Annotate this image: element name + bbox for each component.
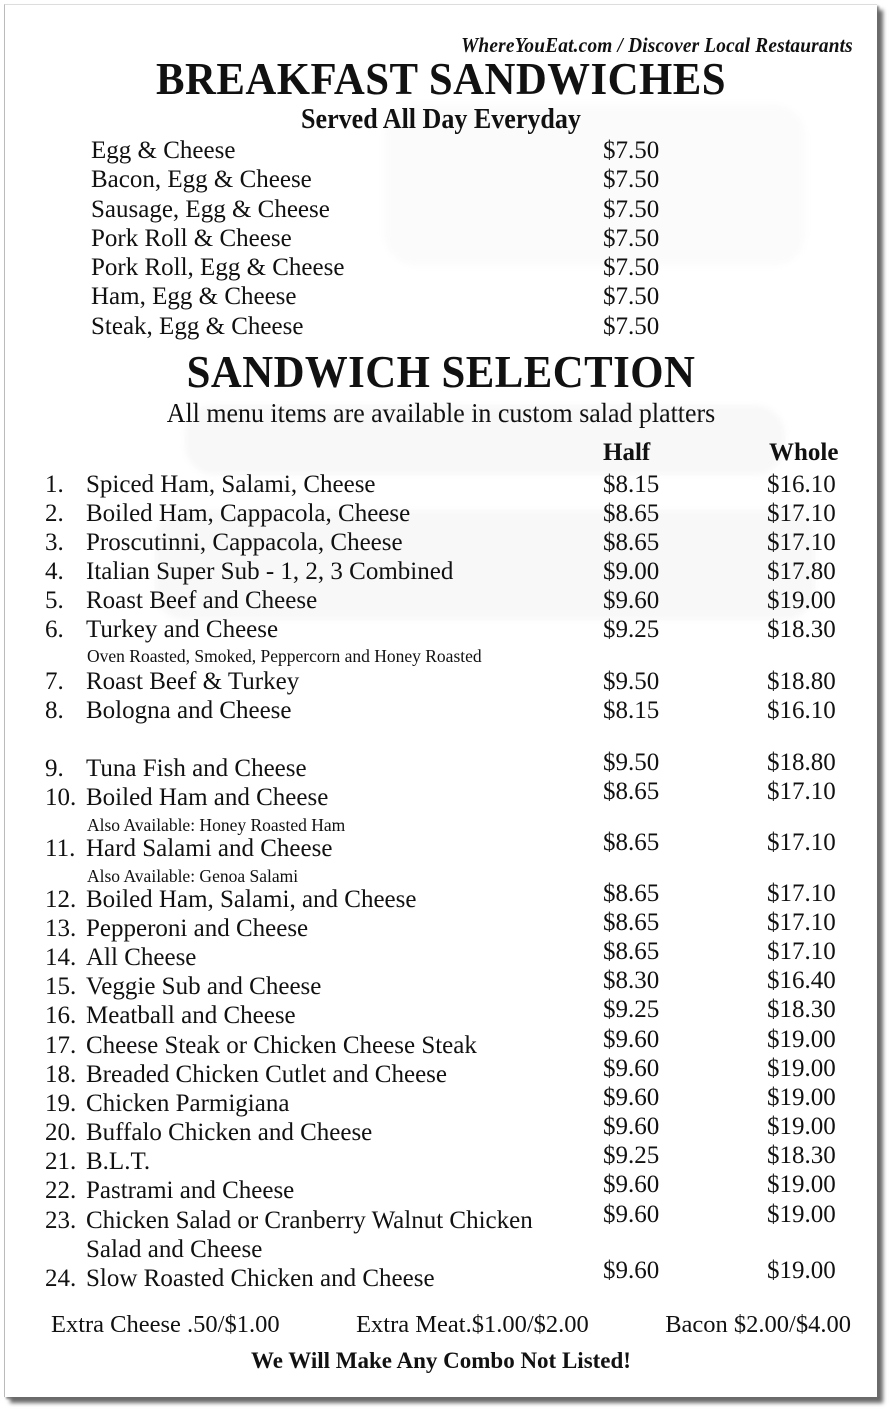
sandwich-subtitle: All menu items are available in custom salad platters: [166, 398, 716, 428]
item-note: Also Available: Genoa Salami: [87, 866, 299, 886]
extra-bacon: Bacon $2.00/$4.00: [665, 1311, 851, 1338]
item-note: Oven Roasted, Smoked, Peppercorn and Honey Roasted: [87, 646, 482, 666]
list-item: Ham, Egg & Cheese $7.50: [91, 283, 660, 311]
extra-cheese: Extra Cheese .50/$1.00: [51, 1311, 280, 1338]
sandwich-title: SANDWICH SELECTION: [186, 346, 696, 397]
extras-line: [51, 1311, 851, 1339]
list-item: Sausage, Egg & Cheese $7.50: [91, 195, 660, 223]
site-brand-header: WhereYouEat.com / Discover Local Restaurants: [461, 33, 853, 57]
breakfast-title: BREAKFAST SANDWICHES: [156, 53, 726, 104]
column-header-whole: Whole: [769, 439, 839, 466]
list-item: Pork Roll, Egg & Cheese $7.50: [91, 254, 660, 282]
list-item: Steak, Egg & Cheese $7.50: [91, 312, 660, 340]
list-item: Bacon, Egg & Cheese $7.50: [91, 166, 660, 194]
breakfast-subtitle: Served All Day Everyday: [301, 104, 581, 135]
breakfast-list: [91, 136, 691, 341]
item-note: Also Available: Honey Roasted Ham: [87, 815, 346, 835]
combo-note: We Will Make Any Combo Not Listed!: [251, 1348, 631, 1373]
list-item: Egg & Cheese $7.50: [91, 137, 660, 164]
list-item: Pork Roll & Cheese $7.50: [91, 224, 660, 252]
menu-page: WhereYouEat.com / Discover Local Restaurants BREAKFAST SANDWICHES Served All Day Everyday Egg & Cheese $7.50 Bacon, Egg & Cheese $7.50 Sausage, Egg & Cheese $7.50 Pork Roll & Cheese $7.50 Pork Roll, Egg & Cheese $7.50 Ham, Egg & Cheese $7.50 Steak, Egg & Cheese $7.50 SANDWICH SELECTION All menu items are available in custom salad platters Half Whole 1. Spiced Ham, Salami, Cheese $8.15 $16.10 2. Boiled Ham, Cappacola, Cheese $8.65 $17.10 3. Proscutinni, Cappacola, Cheese $8.65 $17.10 4. Italian Super Sub - 1, 2, 3 Combined $9.00 $17.80 5. Roast Beef and Cheese $9.60 $19.00 6. Turkey and Cheese $9.25 $18.30 Oven Roasted, Smoked, Peppercorn and Honey Roasted 7. Roast Beef & Turkey $9.50 $18.80 8. Bologna and Cheese $8.15 $16.10 9. Tuna Fish and Cheese $9.50 $18.80 10. Boiled Ham and Cheese $8.65 $17.10 Also Available: Honey Roasted Ham 11. Hard Salami and Cheese $8.65 $17.10 Also Available: Genoa Salami 12. Boiled Ham, Salami, and Cheese $8.65 $17.10 13. Pepperoni and Cheese $8.65 $17.10 14. All Cheese $8.65 $17.10 15. Veggie Sub and Cheese $8.30 $16.40 16. Meatball and Cheese $9.25 $18.30 17. Cheese Steak or Chicken Cheese Steak $9.60 $19.00 18. Breaded Chicken Cutlet and Cheese $9.60 $19.00 19. Chicken Parmigiana $9.60 $19.00 20. Buffalo Chicken and Cheese $9.60 $19.00 21. B.L.T. $9.25 $18.30 22. Pastrami and Cheese $9.60 $19.00 23. Chicken Salad or Cranberry Walnut Chicken $9.60 $19.00 Salad and Cheese 24. Slow Roasted Chicken and Cheese $9.60 $19.00 Extra Cheese .50/$1.00 Extra Meat.$1.00/$2.00 Bacon $2.00/$4.00 We Will Make Any Combo Not Listed!: [4, 4, 877, 1397]
extra-meat: Extra Meat.$1.00/$2.00: [356, 1311, 589, 1338]
column-header-half: Half: [603, 439, 651, 466]
